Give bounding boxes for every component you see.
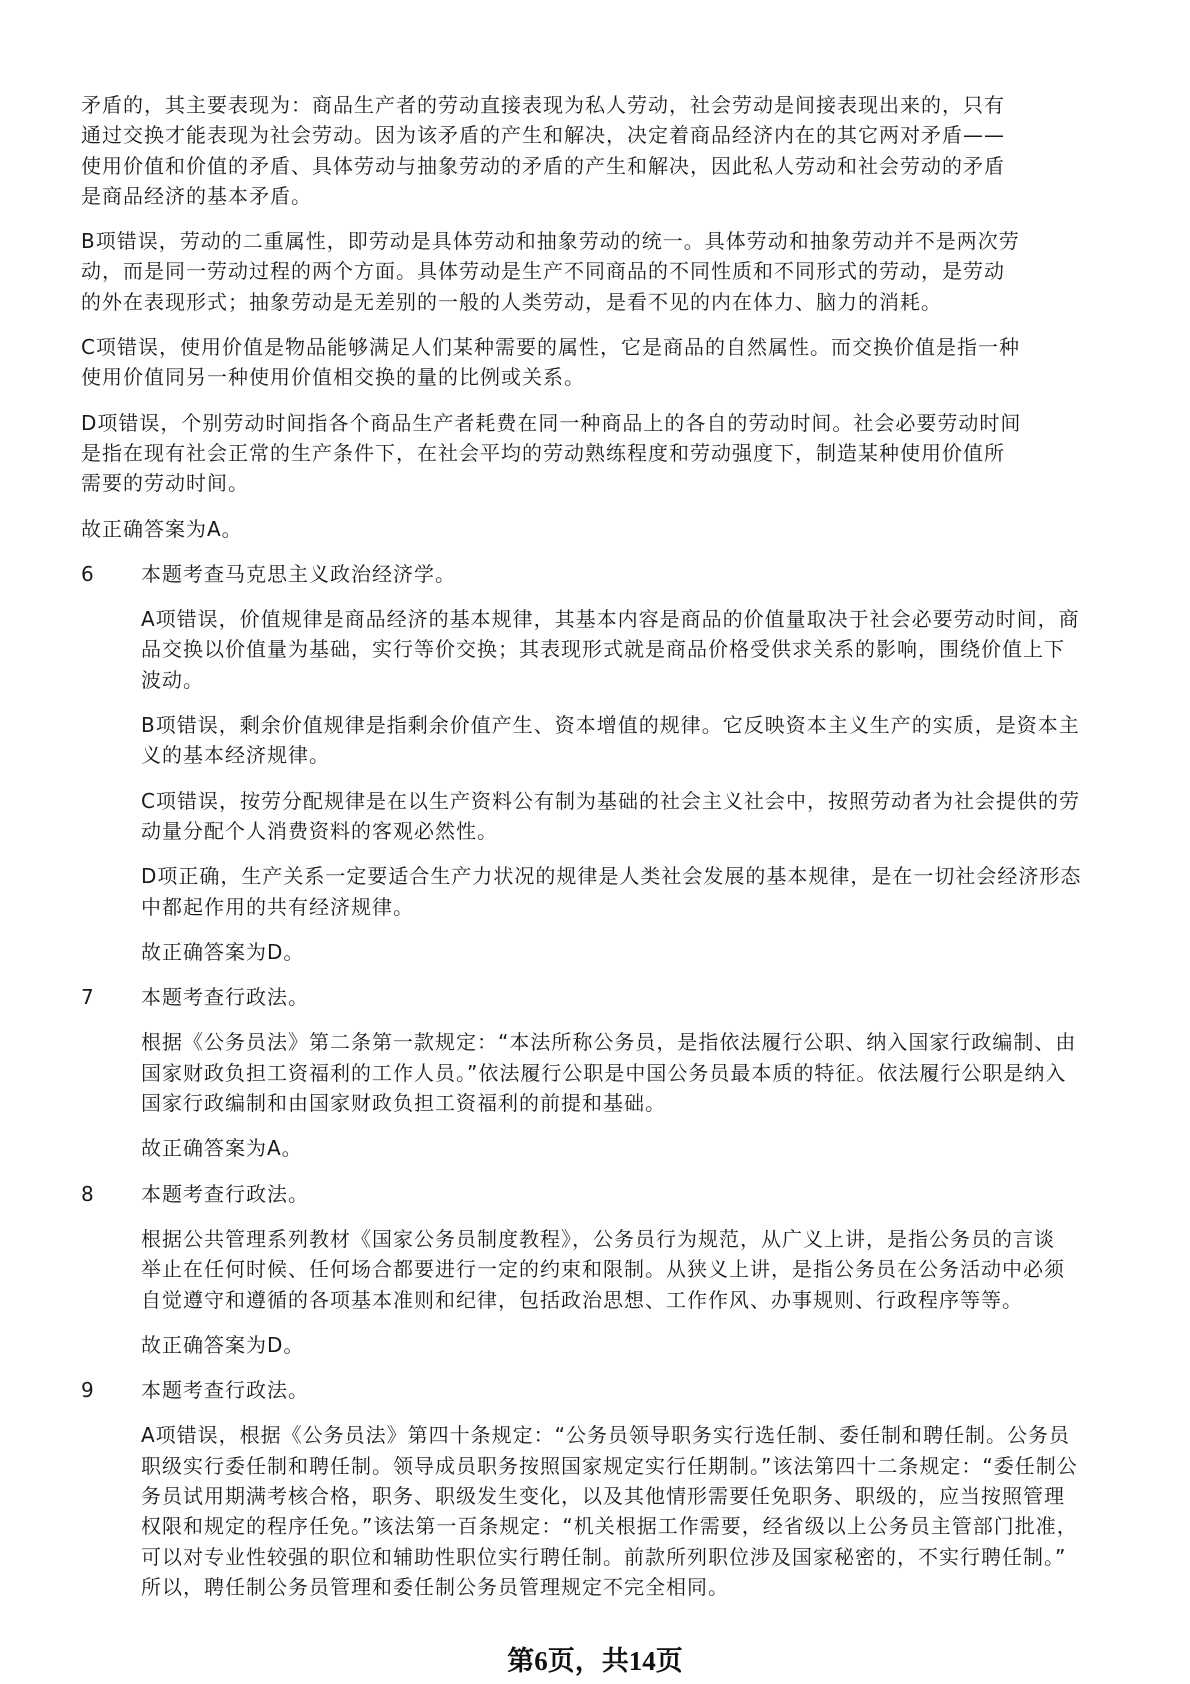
text-line: 国家财政负担工资福利的工作人员。”依法履行公职是中国公务员最本质的特征。依法履行公职是纳入 xyxy=(141,1060,1067,1085)
text-line: 是指在现有社会正常的生产条件下，在社会平均的劳动熟练程度和劳动强度下，制造某种使用价值所 xyxy=(81,440,1005,465)
paragraph xyxy=(141,1420,1141,1602)
text-line: 矛盾的，其主要表现为：商品生产者的劳动直接表现为私人劳动，社会劳动是间接表现出来的，只有 xyxy=(81,93,1005,117)
question-explanation xyxy=(81,559,1141,967)
text-line: 通过交换才能表现为社会劳动。因为该矛盾的产生和解决，决定着商品经济内在的其它两对矛盾—— xyxy=(81,123,1005,148)
paragraph xyxy=(81,514,1141,544)
question-header xyxy=(81,982,1141,1012)
text-line: 义的基本经济规律。 xyxy=(141,743,330,768)
paragraph xyxy=(81,90,1141,211)
text-line: 需要的劳动时间。 xyxy=(81,471,249,496)
paragraph xyxy=(141,1330,1141,1360)
question-number: 6 xyxy=(81,561,94,586)
text-line: 根据《公务员法》第二条第一款规定：“本法所称公务员，是指依法履行公职、纳入国家行政编制、由 xyxy=(141,1030,1077,1055)
text-line: D项错误，个别劳动时间指各个商品生产者耗费在同一种商品上的各自的劳动时间。社会必要劳动时间 xyxy=(81,410,1022,435)
text-line: 务员试用期满考核合格，职务、职级发生变化，以及其他情形需要任免职务、职级的，应当按照管理 xyxy=(141,1483,1065,1508)
text-line: 使用价值和价值的矛盾、具体劳动与抽象劳动的矛盾的产生和解决，因此私人劳动和社会劳动的矛盾 xyxy=(81,153,1005,178)
text-line: 自觉遵守和遵循的各项基本准则和纪律，包括政治思想、工作作风、办事规则、行政程序等等。 xyxy=(141,1287,1023,1312)
text-line: 品交换以价值量为基础，实行等价交换；其表现形式就是商品价格受供求关系的影响，围绕价值上下 xyxy=(141,637,1065,662)
paragraph xyxy=(141,1027,1141,1118)
paragraph xyxy=(141,786,1141,847)
question-explanation xyxy=(81,1375,1141,1602)
text-line: 举止在任何时候、任何场合都要进行一定的约束和限制。从狭义上讲，是指公务员在公务活动中必须 xyxy=(141,1257,1065,1282)
text-line: 中都起作用的共有经济规律。 xyxy=(141,894,414,919)
page-footer: 第6页，共14页 xyxy=(507,1646,683,1676)
paragraph xyxy=(141,1224,1141,1315)
text-line: 所以，聘任制公务员管理和委任制公务员管理规定不完全相同。 xyxy=(141,1574,729,1599)
text-line: D项正确，生产关系一定要适合生产力状况的规律是人类社会发展的基本规律，是在一切社会经济形态 xyxy=(141,864,1082,889)
document-body xyxy=(81,90,1141,1617)
text-line: 根据公共管理系列教材《国家公务员制度教程》，公务员行为规范，从广义上讲，是指公务员的言谈 xyxy=(141,1226,1055,1251)
text-line: 故正确答案为A。 xyxy=(81,516,243,541)
question-body xyxy=(81,604,1141,967)
question-number: 8 xyxy=(81,1181,94,1206)
paragraph xyxy=(141,1133,1141,1163)
question-topic: 本题考查马克思主义政治经济学。 xyxy=(141,561,456,586)
text-line: B项错误，劳动的二重属性，即劳动是具体劳动和抽象劳动的统一。具体劳动和抽象劳动并不是两次劳 xyxy=(81,229,1020,254)
paragraph xyxy=(81,226,1141,317)
text-line: 动，而是同一劳动过程的两个方面。具体劳动是生产不同商品的不同性质和不同形式的劳动，是劳动 xyxy=(81,259,1005,284)
text-line: 职级实行委任制和聘任制。领导成员职务按照国家规定实行任期制。”该法第四十二条规定：“委任制公 xyxy=(141,1453,1078,1478)
question-header xyxy=(81,559,1141,589)
text-line: 是商品经济的基本矛盾。 xyxy=(81,183,312,208)
paragraph xyxy=(141,604,1141,695)
question-header xyxy=(81,1179,1141,1209)
paragraph xyxy=(141,861,1141,922)
text-line: 故正确答案为D。 xyxy=(141,939,305,964)
text-line: 可以对专业性较强的职位和辅助性职位实行聘任制。前款所列职位涉及国家秘密的，不实行聘任制。” xyxy=(141,1544,1067,1569)
paragraph xyxy=(81,408,1141,499)
text-line: 故正确答案为A。 xyxy=(141,1136,303,1161)
question-body xyxy=(81,1420,1141,1602)
paragraph xyxy=(141,937,1141,967)
question-topic: 本题考查行政法。 xyxy=(141,1181,309,1206)
question-number: 7 xyxy=(81,985,94,1010)
text-line: 波动。 xyxy=(141,667,204,692)
paragraph xyxy=(141,710,1141,771)
text-line: A项错误，根据《公务员法》第四十条规定：“公务员领导职务实行选任制、委任制和聘任制。公务员 xyxy=(141,1423,1071,1448)
text-line: A项错误，价值规律是商品经济的基本规律，其基本内容是商品的价值量取决于社会必要劳动时间，商 xyxy=(141,607,1080,632)
text-line: 故正确答案为D。 xyxy=(141,1332,305,1357)
question-explanation xyxy=(81,982,1141,1163)
question-explanation xyxy=(81,1179,1141,1360)
question-number: 9 xyxy=(81,1378,94,1403)
question-body xyxy=(81,1027,1141,1163)
question-topic: 本题考查行政法。 xyxy=(141,1378,309,1403)
question-topic: 本题考查行政法。 xyxy=(141,985,309,1010)
text-line: B项错误，剩余价值规律是指剩余价值产生、资本增值的规律。它反映资本主义生产的实质，是资本主 xyxy=(141,713,1080,738)
text-line: 动量分配个人消费资料的客观必然性。 xyxy=(141,818,498,843)
text-line: 使用价值同另一种使用价值相交换的量的比例或关系。 xyxy=(81,365,585,390)
paragraph xyxy=(81,332,1141,393)
text-line: C项错误，使用价值是物品能够满足人们某种需要的属性，它是商品的自然属性。而交换价值是指一种 xyxy=(81,335,1020,360)
text-line: 的外在表现形式；抽象劳动是无差别的一般的人类劳动，是看不见的内在体力、脑力的消耗。 xyxy=(81,289,942,314)
text-line: 权限和规定的程序任免。”该法第一百条规定：“机关根据工作需要，经省级以上公务员主管部门批准， xyxy=(141,1514,1078,1539)
question-body xyxy=(81,1224,1141,1360)
question-header xyxy=(81,1375,1141,1405)
text-line: 国家行政编制和由国家财政负担工资福利的前提和基础。 xyxy=(141,1091,666,1116)
text-line: C项错误，按劳分配规律是在以生产资料公有制为基础的社会主义社会中，按照劳动者为社会提供的劳 xyxy=(141,788,1080,813)
